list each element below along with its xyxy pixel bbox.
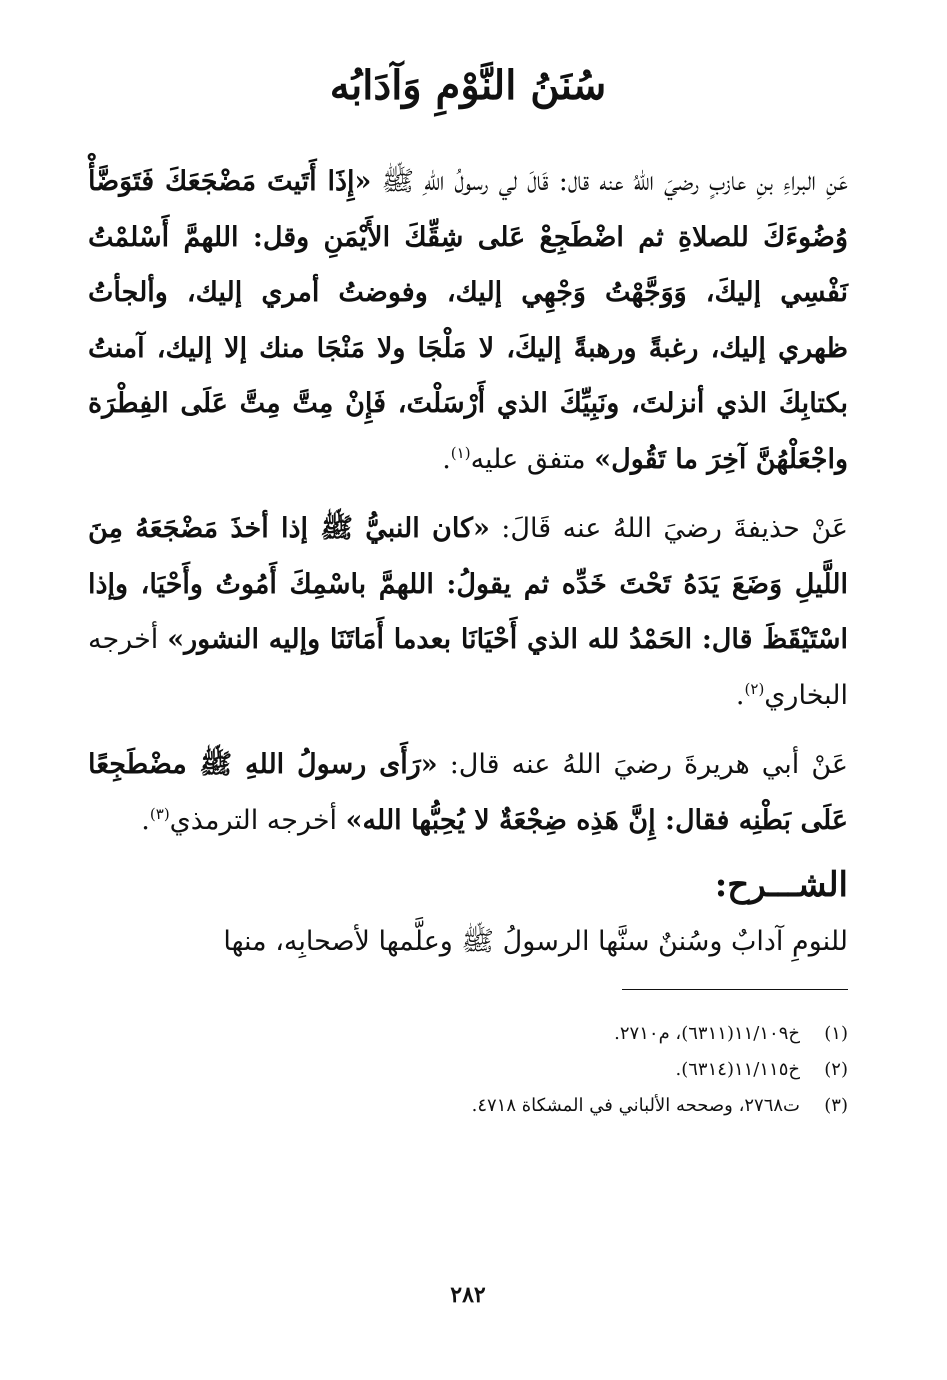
footnote-divider xyxy=(622,989,848,990)
hadith-text: «إِذَا أَتَيتَ مَضْجَعَكَ فَتَوَضَّأْ وُضُوءَكَ للصلاةِ ثم اضْطَجِعْ عَلى شِقِّكَ الأَيْمَنِ وقل: اللهمَّ أَسْلمْتُ نَفْسِي إليكَ، وَوَجَّهْتُ وَجْهِي إليك، وفوضتُ أمري إليك، وألجأتُ ظهري إليك، رغبةً ورهبةً إليكَ، لا مَلْجَا ولا مَنْجَا منك إلا إليك، آمنتُ بكتابِكَ الذي أنزلتَ، ونَبِيِّكَ الذي أَرْسَلْتَ، فَإِنْ مِتَّ مِتَّ عَلَى الفِطْرَة واجْعَلْهُنَّ آخِرَ ما تَقُول» xyxy=(88,166,848,475)
footnote-number: (٣) xyxy=(824,1095,848,1117)
narration-intro: عَنْ أبي هريرةَ رضيَ اللهُ عنه قال: xyxy=(437,749,849,780)
footnote-item xyxy=(88,1088,848,1124)
narration-intro: عَنِ البراءِ بنِ عازبٍ رضيَ اللهُ عنه قال: قَالَ لي رسولُ اللهِ ﷺ xyxy=(381,166,848,197)
hadith-text: «رَأَى رسولُ اللهِ ﷺ مضْطَجِعًا عَلَى بَطْنِه فقال: إِنَّ هَذِه ضِجْعَةٌ لا يُحِبُّها الله» xyxy=(88,749,848,836)
footnote-text: خ١١/١١٥(٦٣١٤). xyxy=(675,1059,800,1081)
source-attribution: أخرجه البخاري xyxy=(88,624,848,711)
footnotes xyxy=(88,1016,848,1124)
footnote-ref: (٣) xyxy=(149,804,170,823)
footnote-item xyxy=(88,1016,848,1052)
hadith-paragraph-1 xyxy=(88,154,848,487)
footnote-item xyxy=(88,1052,848,1088)
footnote-ref: (٢) xyxy=(744,679,765,698)
footnote-text: خ١١/١٠٩(٦٣١١)، م٢٧١٠. xyxy=(614,1023,800,1045)
footnote-number: (١) xyxy=(824,1023,848,1045)
hadith-paragraph-2 xyxy=(88,501,848,723)
footnote-ref: (١) xyxy=(450,443,471,462)
source-attribution: أخرجه الترمذي xyxy=(169,804,338,836)
page-number: ٢٨٢ xyxy=(450,1282,486,1308)
source-attribution: متفق عليه xyxy=(470,443,586,475)
sharh-paragraph: للنومِ آدابٌ وسُننٌ سنَّها الرسولُ ﷺ وعلَّمها لأصحابِه، منها xyxy=(223,925,848,957)
footnote-text: ت٢٧٦٨، وصححه الألباني في المشكاة ٤٧١٨. xyxy=(471,1095,800,1117)
hadith-text: «كان النبيُّ ﷺ إذا أخذَ مَضْجَعَهُ مِنَ اللَّيلِ وَضَعَ يَدَهُ تَحْتَ خَدِّه ثم يقولُ: اللهمَّ باسْمِكَ أَمُوتُ وأَحْيَا، وإذا اسْتَيْقَظَ قال: الحَمْدُ لله الذي أَحْيَانَا بعدما أَمَاتَنَا وإليه النشور» xyxy=(88,513,848,655)
book-page xyxy=(88,62,848,1342)
sentence-end: . xyxy=(141,804,150,836)
section-heading-sharh: الشـــرح: xyxy=(714,865,848,905)
footnote-number: (٢) xyxy=(824,1059,848,1081)
sentence-end: . xyxy=(442,443,451,475)
sentence-end: . xyxy=(735,679,745,711)
hadith-paragraph-3 xyxy=(88,737,848,848)
chapter-title: سُنَنُ النَّوْمِ وَآدَابُه xyxy=(329,62,607,109)
narration-intro: عَنْ حذيفةَ رضيَ اللهُ عنه قَالَ: xyxy=(489,513,848,544)
